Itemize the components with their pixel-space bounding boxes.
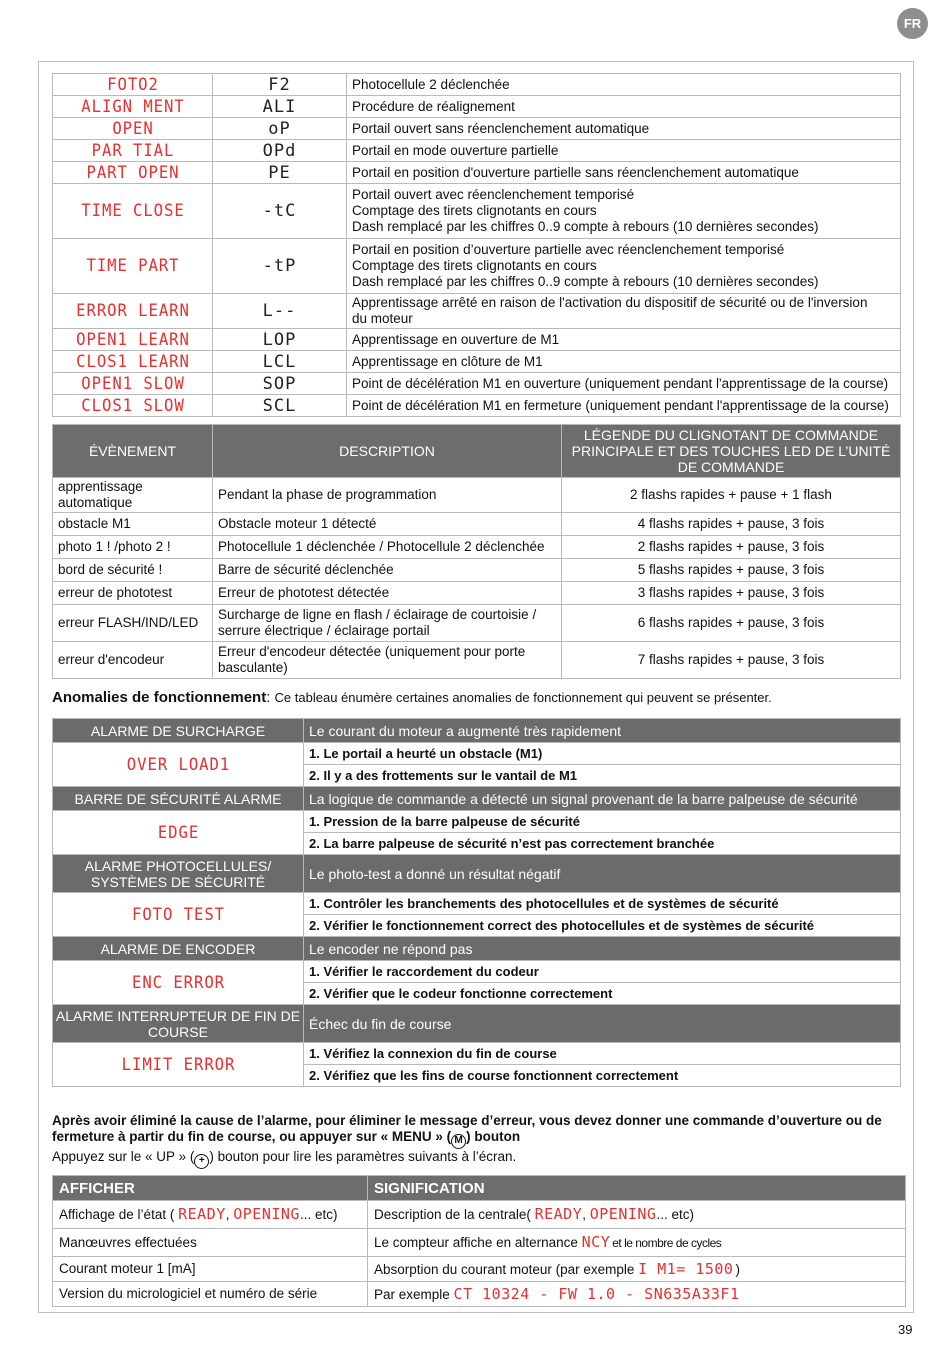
display-right-seg: CT 10324 - FW 1.0 - SN635A33F1 [453, 1284, 740, 1303]
anomalies-intro: Ce tableau énumère certaines anomalies de fonctionnement qui peuvent se présenter. [274, 690, 772, 705]
event-row [53, 513, 901, 536]
status-code: ALI [213, 96, 347, 118]
alarm-step: 1. Contrôler les branchements des photocellules et de systèmes de sécurité [304, 893, 901, 915]
event-legend: 5 flashs rapides + pause, 3 fois [562, 559, 901, 582]
alarm-title: ALARME DE ENCODER [53, 937, 304, 961]
status-description-line: Dash remplacé par les chiffres 0..9 compte à rebours (10 dernières secondes) [352, 274, 819, 289]
display-right [368, 1201, 906, 1229]
alarm-step-row [53, 1043, 901, 1065]
status-display: PAR TIAL [59, 140, 206, 162]
display-left-sep: , [225, 1207, 234, 1222]
status-display: TIME PART [59, 239, 206, 294]
alarms-table [52, 718, 901, 1087]
menu-icon: M [451, 1134, 466, 1149]
event-legend: 7 flashs rapides + pause, 3 fois [562, 642, 901, 679]
status-description-line: Point de décélération M1 en fermeture (uniquement pendant l'apprentissage de la course) [352, 397, 889, 413]
display-header-signification: SIGNIFICATION [368, 1176, 906, 1201]
event-legend: 3 flashs rapides + pause, 3 fois [562, 582, 901, 605]
status-description-line: Apprentissage arrêté en raison de l'activation du dispositif de sécurité ou de l'inversion [352, 295, 868, 310]
display-right-post: ) [735, 1261, 740, 1277]
event-description: Barre de sécurité déclenchée [213, 559, 562, 582]
status-display: OPEN [59, 118, 206, 140]
status-description [347, 96, 901, 118]
status-display: OPEN1 LEARN [59, 329, 206, 351]
display-row [53, 1282, 906, 1307]
alarm-step: 2. Vérifier que le codeur fonctionne correctement [304, 983, 901, 1005]
status-row [53, 373, 901, 395]
display-left-seg: OPENING [233, 1205, 300, 1223]
alarm-header-row [53, 719, 901, 743]
status-description-line: Apprentissage en clôture de M1 [352, 353, 543, 369]
events-header-event: ÉVÈNEMENT [53, 425, 213, 478]
status-description-line: Comptage des tirets clignotants en cours [352, 258, 597, 273]
display-table [52, 1175, 906, 1307]
display-row [53, 1229, 906, 1257]
event-row [53, 605, 901, 642]
display-left-text: Version du micrologiciel et numéro de série [59, 1286, 318, 1301]
status-table [52, 73, 901, 417]
status-code: -tC [213, 184, 347, 239]
alarm-display: OVER LOAD1 [63, 743, 294, 787]
display-right-seg: NCY [581, 1233, 611, 1251]
status-description [347, 351, 901, 373]
alarm-display: EDGE [63, 811, 294, 855]
display-header-afficher: AFFICHER [53, 1176, 368, 1201]
status-description-line: Portail en position d'ouverture partielle sans réenclenchement automatique [352, 164, 799, 180]
status-description [347, 294, 901, 329]
display-left-text: Manœuvres effectuées [59, 1234, 197, 1250]
status-description-line: Portail ouvert avec réenclenchement temporisé [352, 187, 635, 202]
event-row [53, 559, 901, 582]
status-display: CLOS1 SLOW [59, 395, 206, 417]
event-name: erreur d'encodeur [53, 642, 213, 679]
alarm-step: 2. Vérifier le fonctionnement correct des photocellules et de systèmes de sécurité [304, 915, 901, 937]
status-row [53, 74, 901, 96]
status-row [53, 162, 901, 184]
status-description [347, 395, 901, 417]
display-left-text: Affichage de l’état ( [59, 1207, 179, 1222]
status-row [53, 96, 901, 118]
status-row [53, 395, 901, 417]
status-description-line: Procédure de réalignement [352, 98, 515, 114]
status-code: LOP [213, 329, 347, 351]
alarm-step: 1. Vérifiez la connexion du fin de course [304, 1043, 901, 1065]
status-description [347, 184, 901, 239]
display-right-seg: I M1= 1500 [638, 1259, 734, 1278]
alarm-header-row [53, 937, 901, 961]
display-left [53, 1282, 368, 1307]
display-left [53, 1229, 368, 1257]
status-description-line: Apprentissage en ouverture de M1 [352, 331, 560, 347]
status-description-line: Portail en mode ouverture partielle [352, 142, 559, 158]
alarm-step-row [53, 893, 901, 915]
status-description [347, 74, 901, 96]
alarm-step-row [53, 811, 901, 833]
status-display: OPEN1 SLOW [59, 373, 206, 395]
status-row [53, 351, 901, 373]
status-code: PE [213, 162, 347, 184]
alarm-display: LIMIT ERROR [63, 1043, 294, 1087]
up-icon: + [194, 1154, 209, 1169]
event-legend: 4 flashs rapides + pause, 3 fois [562, 513, 901, 536]
status-display: FOTO2 [59, 74, 206, 96]
alarm-display: ENC ERROR [63, 961, 294, 1005]
alarm-step: 2. Il y a des frottements sur le vantail de M1 [304, 765, 901, 787]
event-legend: 2 flashs rapides + pause + 1 flash [562, 478, 901, 513]
status-display: TIME CLOSE [59, 184, 206, 239]
alarm-step: 1. Le portail a heurté un obstacle (M1) [304, 743, 901, 765]
display-right-sep: , [582, 1207, 590, 1222]
event-legend: 6 flashs rapides + pause, 3 fois [562, 605, 901, 642]
event-name: apprentissage automatique [53, 478, 213, 513]
events-header-legend: LÉGENDE DU CLIGNOTANT DE COMMANDE PRINCIPALE ET DES TOUCHES LED DE L’UNITÉ DE COMMANDE [562, 425, 901, 478]
status-description-line: Point de décélération M1 en ouverture (uniquement pendant l'apprentissage de la course) [352, 375, 889, 391]
display-right-post: et le nombre de cycles [612, 1236, 722, 1250]
display-right-text: Le compteur affiche en alternance [374, 1235, 582, 1250]
alarm-step: 1. Pression de la barre palpeuse de sécurité [304, 811, 901, 833]
event-description: Pendant la phase de programmation [213, 478, 562, 513]
event-description: Photocellule 1 déclenchée / Photocellule 2 déclenchée [213, 536, 562, 559]
status-description [347, 140, 901, 162]
display-right-text: Description de la centrale( [374, 1207, 535, 1222]
alarm-description: La logique de commande a détecté un signal provenant de la barre palpeuse de sécurité [304, 787, 901, 811]
display-right-text: Par exemple [374, 1286, 454, 1302]
status-description-line: Dash remplacé par les chiffres 0..9 compte à rebours (10 dernières secondes) [352, 219, 819, 234]
status-display: CLOS1 LEARN [59, 351, 206, 373]
alarm-display: FOTO TEST [63, 893, 294, 937]
status-row [53, 294, 901, 329]
display-right [368, 1282, 906, 1307]
status-code: SOP [213, 373, 347, 395]
display-left-text: Courant moteur 1 [mA] [59, 1261, 196, 1276]
status-display: ERROR LEARN [59, 294, 206, 329]
status-code: -tP [213, 239, 347, 294]
status-code: OPd [213, 140, 347, 162]
events-header-description: DESCRIPTION [213, 425, 562, 478]
anomalies-title: Anomalies de fonctionnement [52, 689, 267, 706]
status-display: ALIGN MENT [59, 96, 206, 118]
event-description: Surcharge de ligne en flash / éclairage de courtoisie / serrure électrique / éclairage portail [213, 605, 562, 642]
language-badge: FR [897, 8, 928, 39]
alarm-header-row [53, 1005, 901, 1043]
display-right [368, 1257, 906, 1282]
event-row [53, 536, 901, 559]
alarm-step: 2. La barre palpeuse de sécurité n’est pas correctement branchée [304, 833, 901, 855]
display-row [53, 1201, 906, 1229]
display-right-seg: OPENING [589, 1205, 657, 1223]
reset-note [52, 1113, 900, 1169]
display-row [53, 1257, 906, 1282]
up-note: Appuyez sur le « UP » ( + ) bouton pour lire les paramètres suivants à l’écran. [52, 1149, 900, 1169]
alarm-description: Le encoder ne répond pas [304, 937, 901, 961]
alarm-description: Échec du fin de course [304, 1005, 901, 1043]
status-code: LCL [213, 351, 347, 373]
reset-note-bold: Après avoir éliminé la cause de l’alarme, pour éliminer le message d’erreur, vous devez donner une commande d’ouverture ou de fermeture à partir du fin de course, ou appuyer sur « MENU » ( M ) bouton [52, 1113, 900, 1149]
display-left [53, 1201, 368, 1229]
event-name: photo 1 ! /photo 2 ! [53, 536, 213, 559]
status-code: oP [213, 118, 347, 140]
anomalies-heading: Anomalies de fonctionnement: Ce tableau énumère certaines anomalies de fonctionnement qui peuvent se présenter. [52, 689, 772, 706]
alarm-header-row [53, 787, 901, 811]
status-code: SCL [213, 395, 347, 417]
status-row [53, 184, 901, 239]
status-description-line: Portail ouvert sans réenclenchement automatique [352, 120, 650, 136]
event-row [53, 582, 901, 605]
alarm-title: BARRE DE SÉCURITÉ ALARME [53, 787, 304, 811]
status-description [347, 118, 901, 140]
event-row [53, 642, 901, 679]
event-description: Obstacle moteur 1 détecté [213, 513, 562, 536]
status-row [53, 118, 901, 140]
status-description-line: du moteur [352, 311, 413, 326]
status-code: F2 [213, 74, 347, 96]
display-left [53, 1257, 368, 1282]
alarm-description: Le photo-test a donné un résultat négatif [304, 855, 901, 893]
status-display: PART OPEN [59, 162, 206, 184]
display-left-post: ... etc) [299, 1207, 338, 1222]
status-description [347, 239, 901, 294]
alarm-step: 1. Vérifier le raccordement du codeur [304, 961, 901, 983]
alarm-title: ALARME INTERRUPTEUR DE FIN DE COURSE [53, 1005, 304, 1043]
status-row [53, 239, 901, 294]
display-left-seg: READY [178, 1205, 226, 1223]
status-description [347, 162, 901, 184]
display-right-text: Absorption du courant moteur (par exemple [374, 1261, 639, 1277]
status-description [347, 329, 901, 351]
alarm-title: ALARME PHOTOCELLULES/ SYSTÈMES DE SÉCURITÉ [53, 855, 304, 893]
status-row [53, 329, 901, 351]
events-table [52, 424, 901, 679]
event-name: bord de sécurité ! [53, 559, 213, 582]
display-right-post: ... etc) [656, 1207, 694, 1222]
alarm-header-row [53, 855, 901, 893]
status-description-line: Comptage des tirets clignotants en cours [352, 203, 597, 218]
display-right [368, 1229, 906, 1257]
alarm-step: 2. Vérifiez que les fins de course fonctionnent correctement [304, 1065, 901, 1087]
alarm-step-row [53, 743, 901, 765]
status-code: L-- [213, 294, 347, 329]
event-description: Erreur d'encodeur détectée (uniquement pour porte basculante) [213, 642, 562, 679]
event-legend: 2 flashs rapides + pause, 3 fois [562, 536, 901, 559]
status-description-line: Portail en position d’ouverture partielle avec réenclenchement temporisé [352, 242, 785, 257]
page-number: 39 [898, 1322, 913, 1337]
event-description: Erreur de phototest détectée [213, 582, 562, 605]
alarm-title: ALARME DE SURCHARGE [53, 719, 304, 743]
event-name: obstacle M1 [53, 513, 213, 536]
display-right-seg: READY [534, 1205, 583, 1223]
alarm-step-row [53, 961, 901, 983]
event-row [53, 478, 901, 513]
event-name: erreur de phototest [53, 582, 213, 605]
status-row [53, 140, 901, 162]
event-name: erreur FLASH/IND/LED [53, 605, 213, 642]
status-description-line: Photocellule 2 déclenchée [352, 76, 510, 92]
status-description [347, 373, 901, 395]
alarm-description: Le courant du moteur a augmenté très rapidement [304, 719, 901, 743]
